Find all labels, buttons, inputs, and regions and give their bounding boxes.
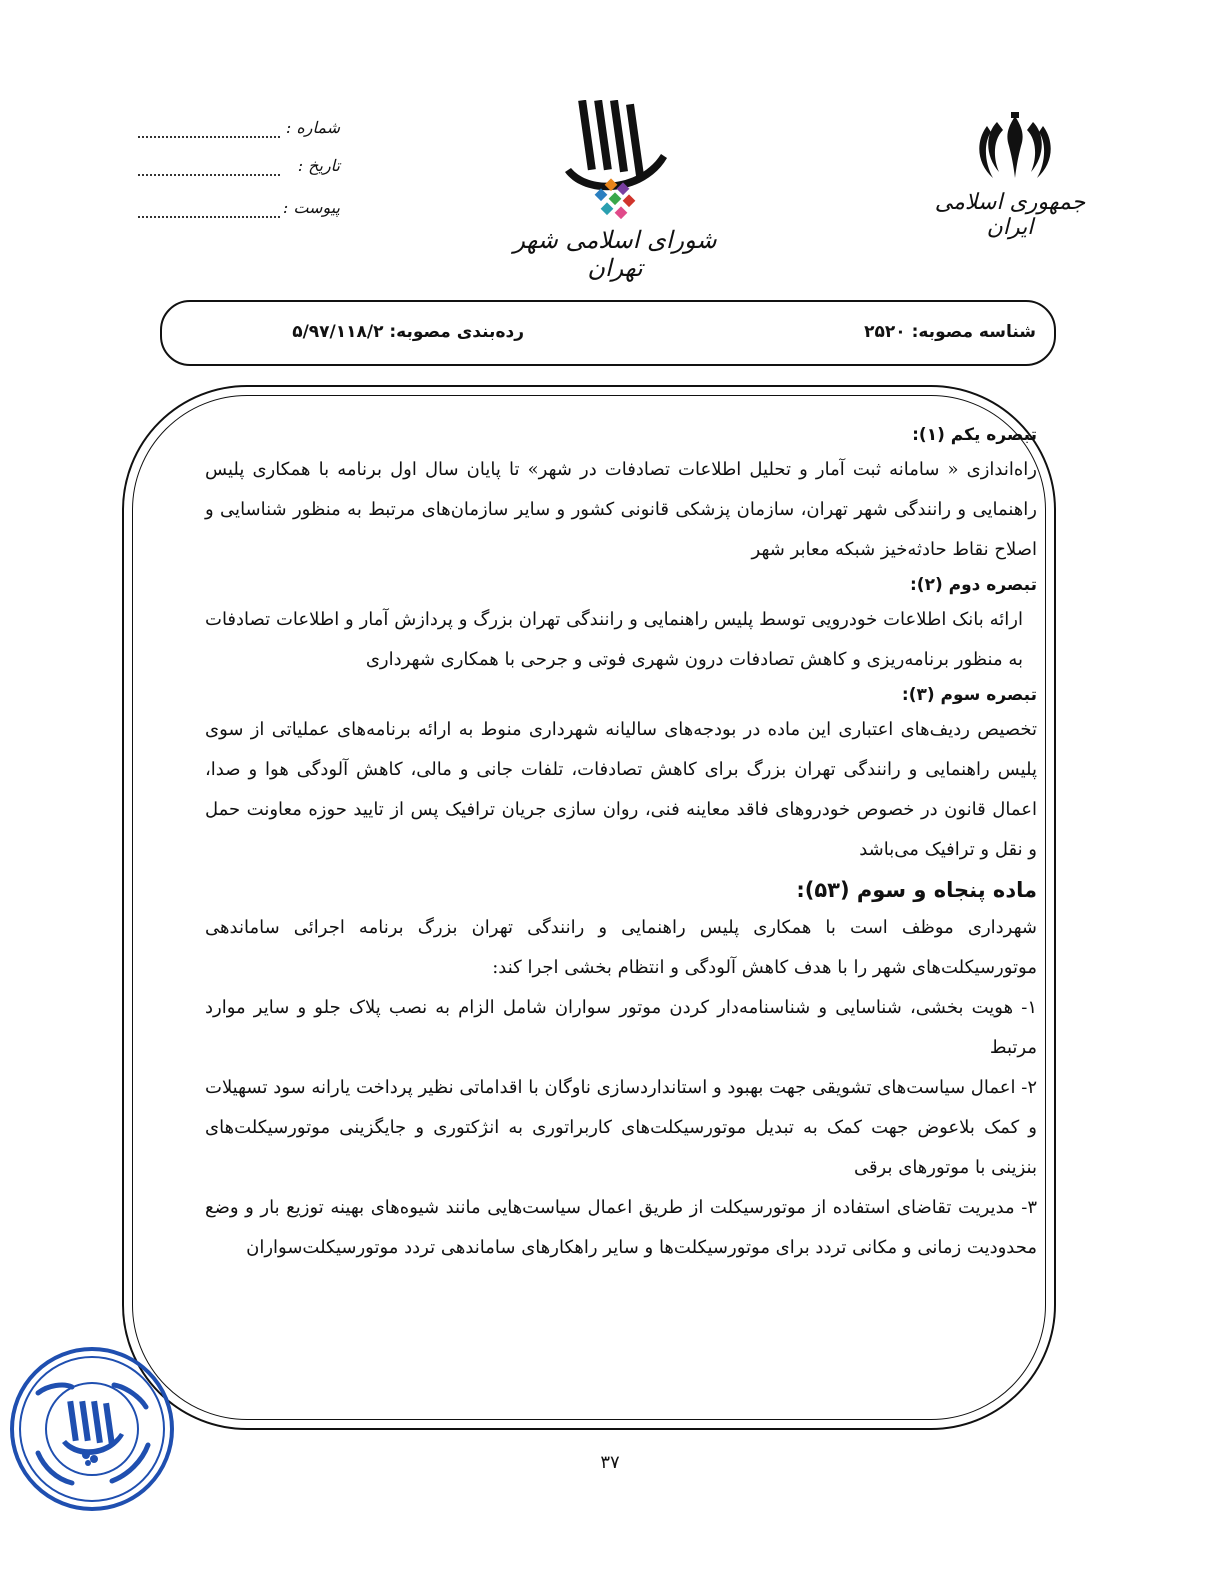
- council-name: شورای اسلامی شهر تهران: [513, 226, 717, 282]
- country-name: جمهوری اسلامی ایران: [934, 190, 1086, 240]
- document-body: [205, 420, 1037, 1268]
- page-number: ۳۷: [600, 1452, 620, 1473]
- number-dotted-line: [138, 136, 280, 138]
- resolution-classification: رده‌بندی مصوبه: ۵/۹۷/۱۱۸/۲: [292, 322, 524, 342]
- attachment-label: پیوست :: [282, 198, 340, 217]
- resolution-id: شناسه مصوبه: ۲۵۲۰: [864, 322, 1036, 342]
- article-item: ۲- اعمال سیاست‌های تشویقی جهت بهبود و استانداردسازی ناوگان با اقداماتی نظیر پرداخت یارانه سود تسهیلات و کمک بلاعوض جهت کمک به تبدیل موتورسیکلت‌های کاربراتوری به انژکتوری و جایگزینی موتورسیکلت‌های بنزینی با موتورهای برقی: [205, 1077, 1037, 1178]
- article-item: ۳- مدیریت تقاضای استفاده از موتورسیکلت از طریق اعمال سیاست‌هایی مانند شیوه‌های بهینه توزیع بار و وضع محدودیت زمانی و مکانی تردد برای موتورسیکلت‌ها و سایر راهکارهای ساماندهی تردد موتورسیکلت‌سواران: [205, 1197, 1037, 1258]
- note2-text: ارائه بانک اطلاعات خودرویی توسط پلیس راهنمایی و رانندگی تهران بزرگ و پردازش آمار و اطلاعات تصادفات به منظور برنامه‌ریزی و کاهش تصادفات درون شهری فوتی و جرحی با همکاری شهرداری: [205, 609, 1023, 670]
- note3-title: تبصره سوم (۳):: [901, 685, 1037, 705]
- number-field: [130, 118, 340, 146]
- article-item: ۱- هویت بخشی، شناسایی و شناسنامه‌دار کردن موتور سواران شامل الزام به نصب پلاک جلو و سایر موارد مرتبط: [205, 997, 1037, 1058]
- date-field: [130, 156, 340, 184]
- article-53-title: ماده پنجاه و سوم (۵۳):: [796, 878, 1037, 902]
- note1-title: تبصره یکم (۱):: [912, 425, 1037, 445]
- attachment-dotted-line: [138, 216, 280, 218]
- council-stamp-icon: [8, 1345, 176, 1513]
- tehran-council-logo-icon: [555, 100, 675, 225]
- article-53-intro: شهرداری موظف است با همکاری پلیس راهنمایی و رانندگی تهران بزرگ برنامه اجرائی ساماندهی موتورسیکلت‌های شهر را با هدف کاهش آلودگی و انتظام بخشی اجرا کند:: [205, 917, 1037, 978]
- note3-text: تخصیص ردیف‌های اعتباری این ماده در بودجه‌های سالیانه شهرداری منوط به ارائه برنامه‌های عملیاتی از سوی پلیس راهنمایی و رانندگی تهران بزرگ برای کاهش تصادفات، تلفات جانی و مالی، کاهش آلودگی هوا و صدا، اعمال قانون در خصوص خودروهای فاقد معاینه فنی، روان سازی جریان ترافیک پس از تایید حوزه معاونت حمل و نقل و ترافیک می‌باشد: [205, 719, 1037, 860]
- number-label: شماره :: [285, 118, 340, 137]
- date-dotted-line: [138, 174, 280, 176]
- iran-emblem-icon: [975, 112, 1055, 184]
- note2-title: تبصره دوم (۲):: [909, 575, 1037, 595]
- resolution-id-box: [160, 300, 1056, 366]
- note1-text: راه‌اندازی « سامانه ثبت آمار و تحلیل اطلاعات تصادفات در شهر» تا پایان سال اول برنامه با همکاری پلیس راهنمایی و رانندگی شهر تهران، سازمان پزشکی قانونی کشور و سایر سازمان‌های مرتبط به منظور شناسایی و اصلاح نقاط حادثه‌خیز شبکه معابر شهر: [205, 459, 1037, 560]
- attachment-field: [130, 198, 340, 226]
- date-label: تاریخ :: [297, 156, 340, 175]
